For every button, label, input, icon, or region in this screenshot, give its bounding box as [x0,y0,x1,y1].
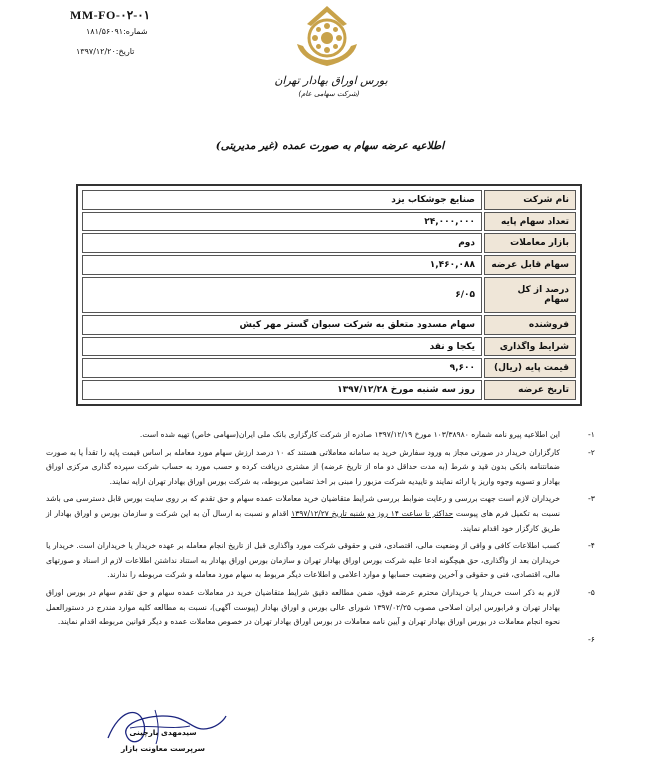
row-value: دوم [82,233,482,253]
reference-number: شماره:۱۸۱/۵۶۰۹۱ [86,27,148,36]
row-value: ۱,۴۶۰,۰۸۸ [82,255,482,275]
note-item [46,539,602,583]
row-value: ۹,۶۰۰ [82,358,482,378]
note-item [46,492,602,536]
organization-name: بورس اوراق بهادار تهران [274,74,388,87]
row-label: شرایط واگذاری [484,337,576,357]
document-title: اطلاعیه عرضه سهام به صورت عمده (غیر مدیریتی) [215,140,445,152]
table-row [82,337,576,357]
row-label: بازار معاملات [484,233,576,253]
reference-date: تاریخ:۱۳۹۷/۱۲/۲۰ [76,47,135,56]
table-row [82,277,576,313]
signatory-title: سرپرست معاونت بازار [120,744,205,753]
row-value: ۶/۰۵ [82,277,482,313]
row-label: قیمت پایه (ریال) [484,358,576,378]
note-text: این اطلاعیه پیرو نامه شماره ۱۰۳/۳۸۹۸۰ مورخ ۱۳۹۷/۱۲/۱۹ صادره از شرکت کارگزاری بانک ملی ایران(سهامی خاص) تهیه شده است. [139,430,560,439]
signatory-name: سیدمهدی بارچینی [129,728,197,737]
note-number: -۲ [588,447,595,457]
row-label: تاریخ عرضه [484,380,576,400]
row-label: تعداد سهام پایه [484,212,576,232]
note-text-after: اقدام و نسبت به ارسال آن به این شرکت و سازمان بورس و اوراق بهادار از طریق کارگزار خود اقدام نمایند. [46,508,560,533]
table-row [82,255,576,275]
tse-logo-emblem [287,4,367,68]
note-number: -۱ [588,430,595,439]
form-code: MM-FO-۰۲-۰۱ [70,8,151,22]
note-deadline-underlined: حداکثر تا ساعت ۱۴ روز دو شنبه تاریخ ۱۳۹۷/۱۲/۲۷ [291,508,454,518]
note-text: لازم به ذکر است خریدار یا خریداران محترم عرضه فوق، ضمن مطالعه دقیق شرایط متقاضیان خرید در معاملات عمده سهام و حق تقدم سهام در بورس اوراق بهادار تهران و فرابورس ایران اصلاحی مصوب ۱۳۹۷/۰۲/۲۵ شورای عالی بورس و اوراق بهادار (پیوست آگهی)، نسبت به مطالعه کلیه موارد مندرج در دستورالعمل نحوه انجام معاملات در بورس اوراق بهادار تهران و آیین نامه معاملات در بورس اوراق بهادار تهران در خصوص معاملات عمده و دیگر قوانین مربوطه اقدام نمایند. [46,587,560,627]
note-text-before: خریداران لازم است جهت بررسی و رعایت ضوابط بررسی شرایط متقاضیان خرید معاملات عمده سهام و حق تقدم که بر روی سایت بورس قابل دسترسی می باشد نسبت به تکمیل فرم های پیوست [46,494,560,518]
note-item [46,586,602,630]
row-label: فروشنده [484,315,576,335]
table-row [82,233,576,253]
note-item [46,428,602,443]
table-row [82,380,576,400]
row-label: نام شرکت [484,190,576,210]
note-number: -۳ [588,494,595,504]
offering-info-table [76,184,582,406]
note-text: کسب اطلاعات کافی و وافی از وضعیت مالی، اقتصادی، فنی و حقوقی شرکت مورد واگذاری قبل از تاریخ انجام معامله بر عهده خریدار یا خریداران است. خریدار یا خریداران بعد از واگذاری، حق هیچگونه ادعا علیه شرکت بورس اوراق بهادار تهران و سازمان بورس اوراق بهادار به استناد نداشتن اطلاعات لازم از اسناد و صورتهای مالی، اقتصادی، فنی و حقوقی و آخرین وضعیت حسابها و موارد اعلامی و اطلاعات دیگر مربوط به سهام مورد معامله و شرکت مربوطه را ندارند. [46,541,560,580]
table-row [82,358,576,378]
row-value: سهام مسدود متعلق به شرکت سبوان گستر مهر کیش [82,315,482,335]
row-value: صنایع جوشکاب یزد [82,190,482,210]
note-number: -۵ [588,587,595,597]
row-value: روز سه شنبه مورخ ۱۳۹۷/۱۲/۲۸ [82,380,482,400]
row-value: ۲۴,۰۰۰,۰۰۰ [82,212,482,232]
table-row [82,212,576,232]
row-value: یکجا و نقد [82,337,482,357]
notes-list [46,428,602,644]
row-label: درصد از کل سهام [484,277,576,313]
table-row [82,190,576,210]
organization-subtitle: (شرکت سهامی عام) [298,90,360,98]
note-item [46,446,602,490]
note-number: -۶ [588,634,595,644]
row-label: سهام قابل عرضه [484,255,576,275]
note-number: -۴ [588,541,595,551]
table-row [82,315,576,335]
note-text: کارگزاران خریدار در صورتی مجاز به ورود سفارش خرید به سامانه معاملاتی هستند که ۱۰ درصد ارزش سهام مورد معامله بر اساس قیمت پایه را تقدأ یا به صورت ضمانتنامه بانکی بدون قید و شرط (به مدت حداقل دو ماه از تاریخ عرضه) از مشتری دریافت کرده و حسب مورد به حساب شرکت سپرده گذاری مرکزی اوراق بهادار و تسویه وجوه واریز یا ارائه نمایند و تاییدیه شرکت مزبور را مبنی بر اخذ تضامین مربوطه، به شرکت بورس اوراق بهادار تهران ارایه نمایند. [46,447,560,486]
